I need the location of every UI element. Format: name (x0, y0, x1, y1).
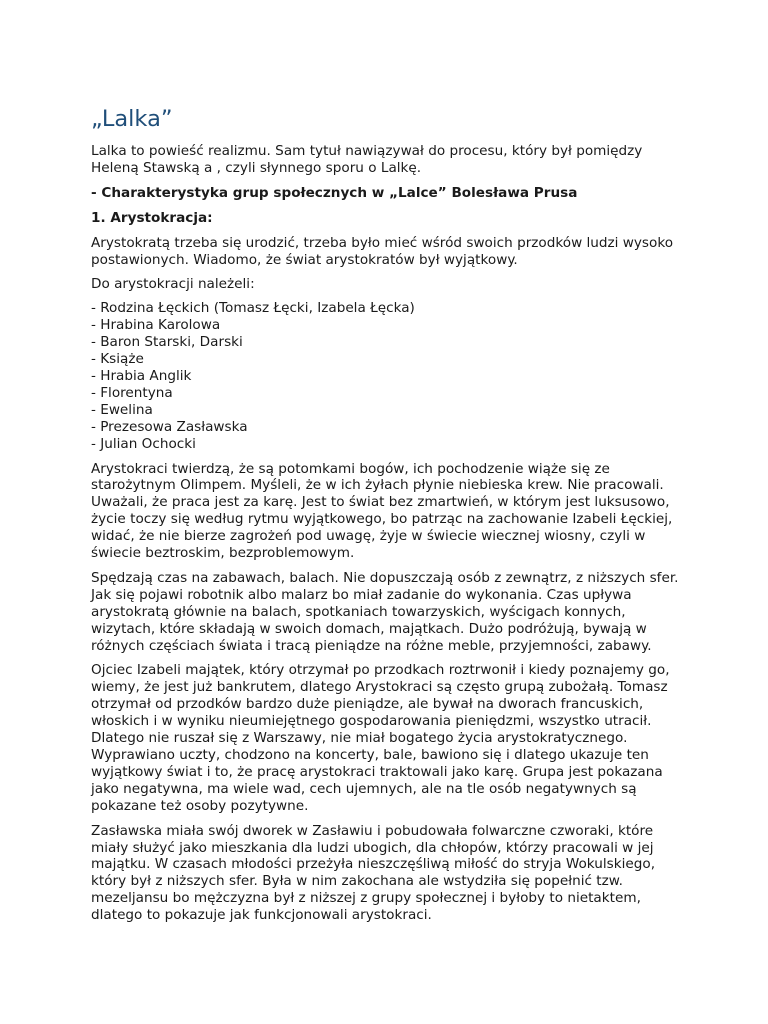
document-body (91, 104, 691, 932)
list-item: - Książe (91, 351, 144, 368)
paragraph-4: Ojciec Izabeli majątek, który otrzymał po przodkach roztrwonił i kiedy poznajemy go, wiemy, że jest już bankrutem, dlatego Arystokraci są często grupą zubożałą. Tomasz otrzymał od przodków bardzo duże pieniądze, ale bywał na dworach francuskich, włoskich i w wyniku nieumiejętnego gospodarowania pieniędzmi, wszystko utracił. Dlatego nie ruszał się z Warszawy, nie miał bogatego życia arystokratycznego. Wyprawiano uczty, chodzono na koncerty, bale, bawiono się i dlatego ukazuje ten wyjątkowy świat i to, że pracę arystokraci traktowali jako karę. Grupa jest pokazana jako negatywna, ma wiele wad, cech ujemnych, ale na tle osób negatywnych są pokazane też osoby pozytywne. (91, 662, 670, 814)
list-item: - Prezesowa Zasławska (91, 418, 248, 435)
paragraph-1: Arystokratą trzeba się urodzić, trzeba było mieć wśród swoich przodków ludzi wysoko postawionych. Wiadomo, że świat arystokratów był wyjątkowy. (91, 234, 674, 268)
paragraph-2: Arystokraci twierdzą, że są potomkami bogów, ich pochodzenie wiąże się ze starożytnym Olimpem. Myśleli, że w ich żyłach płynie niebieska krew. Nie pracowali. Uważali, że praca jest za karę. Jest to świat bez zmartwień, w którym jest luksusowo, życie toczy się według rytmu wyjątkowego, bo patrząc na zachowanie Izabeli Łęckiej, widać, że nie bierze zagrożeń pod uwagę, żyje w świecie wiecznej wiosny, czyli w świecie beztroskim, bezproblemowym. (91, 460, 673, 562)
list-item: - Hrabina Karolowa (91, 317, 221, 334)
list-item: - Florentyna (91, 384, 173, 401)
list-intro: Do arystokracji należeli: (91, 276, 255, 293)
intro-paragraph: Lalka to powieść realizmu. Sam tytuł nawiązywał do procesu, który był pomiędzy Heleną Stawską a , czyli słynnego sporu o Lalkę. (91, 143, 643, 176)
section-heading: - Charakterystyka grup społecznych w „Lalce” Bolesława Prusa (91, 184, 578, 201)
list-item: - Hrabia Anglik (91, 367, 192, 384)
paragraph-5: Zasławska miała swój dworek w Zasławiu i pobudowała folwarczne czworaki, które miały służyć jako mieszkania dla ludzi ubogich, dla chłopów, którzy pracowali w jej majątku. W czasach młodości przeżyła nieszczęśliwą miłość do stryja Wokulskiego, który był z niższych sfer. Była w nim zakochana ale wstydziła się popełnić tzw. mezeljansu bo mężczyzna był z niższej z grupy społecznej i byłoby to nietaktem, dlatego to pokazuje jak funkcjonowali arystokraci. (91, 822, 656, 924)
list-item: - Julian Ochocki (91, 435, 196, 452)
subheading-arystokracja: 1. Arystokracja: (91, 209, 213, 226)
list-item: - Rodzina Łęckich (Tomasz Łęcki, Izabela Łęcka) (91, 300, 415, 317)
document-title: „Lalka” (91, 106, 173, 132)
aristocracy-members-list (91, 300, 691, 452)
paragraph-3: Spędzają czas na zabawach, balach. Nie dopuszczają osób z zewnątrz, z niższych sfer. Jak się pojawi robotnik albo malarz bo miał zadanie do wykonania. Czas upływa arystokratą głównie na balach, spotkaniach towarzyskich, wyścigach konnych, wizytach, które składają w swoich domach, majątkach. Dużo podróżują, bywają w różnych częściach świata i tracą pieniądze na różne meble, przyjemności, zabawy. (91, 569, 679, 654)
list-item: - Baron Starski, Darski (91, 334, 243, 351)
list-item: - Ewelina (91, 401, 153, 418)
